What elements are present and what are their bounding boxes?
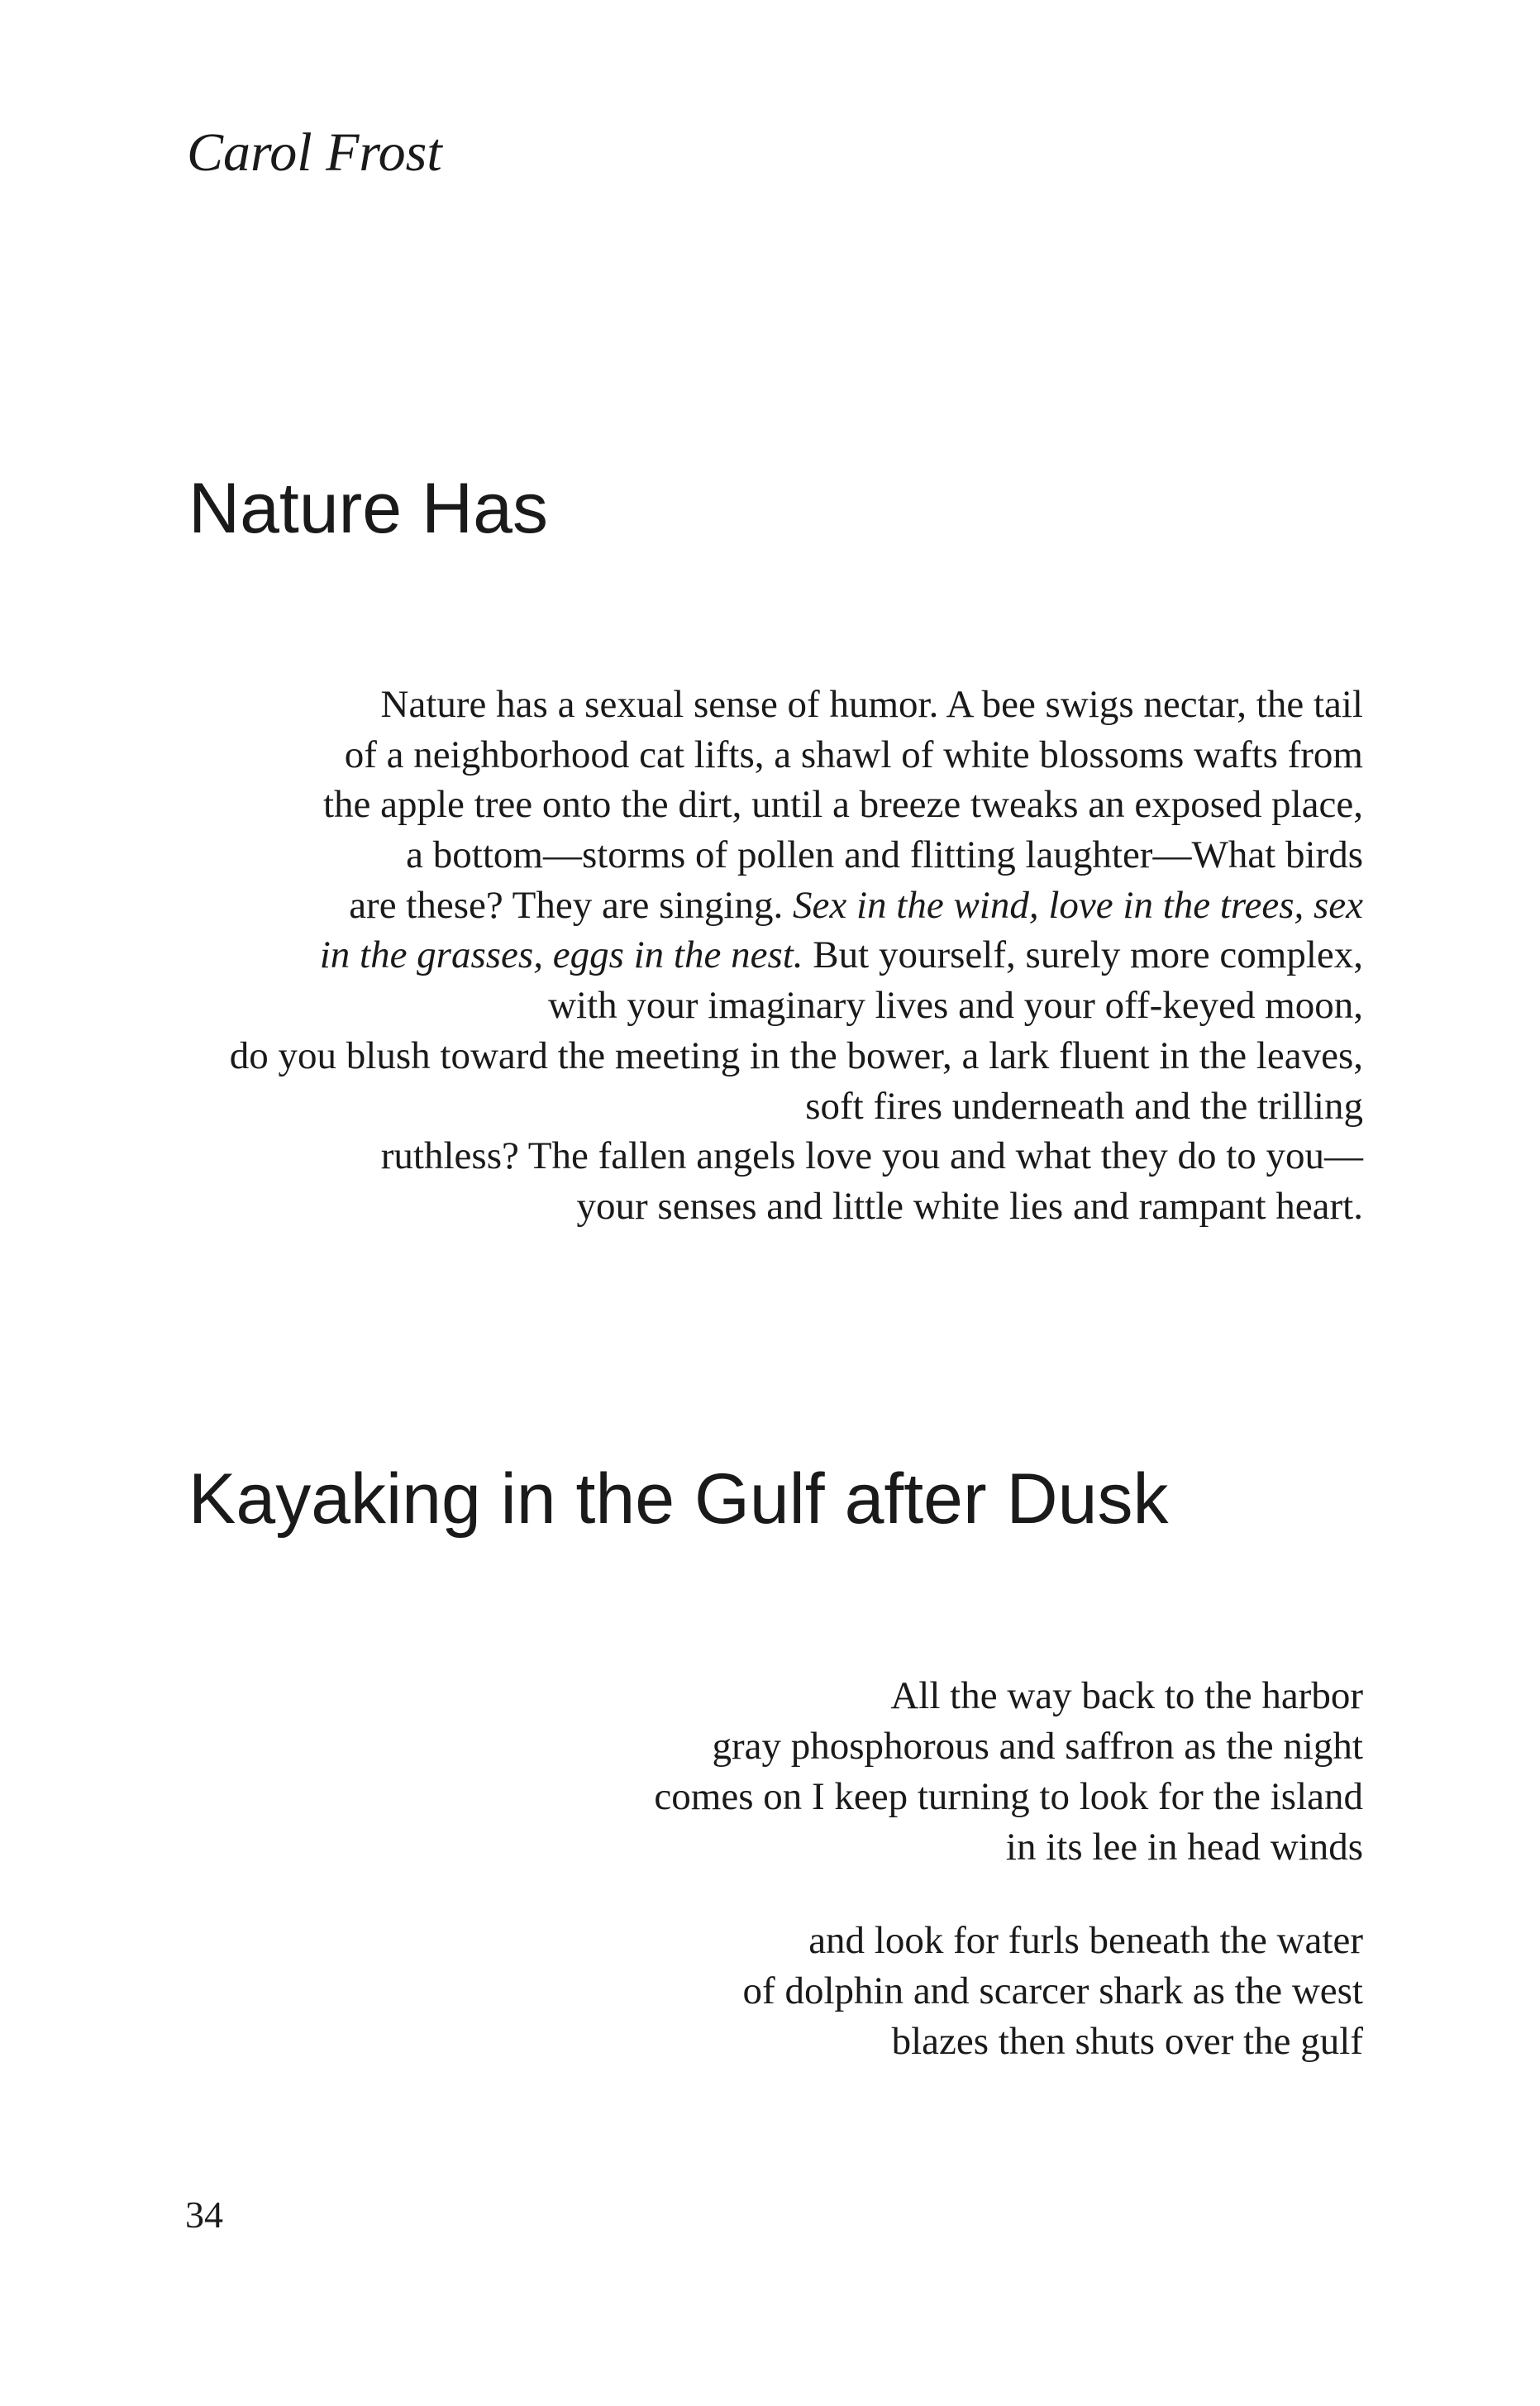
- line-text: a bottom—storms of pollen and flitting laughter—What birds: [406, 833, 1363, 877]
- poem-line: [230, 780, 1363, 830]
- stanza: [654, 1916, 1363, 2067]
- poem-line: [230, 1081, 1363, 1132]
- line-text: are these? They are singing.: [349, 883, 793, 927]
- poem-line: [230, 1182, 1363, 1232]
- poem-line: of dolphin and scarcer shark as the west: [742, 1969, 1363, 2012]
- poem-line: [230, 1031, 1363, 1081]
- poem-line: [230, 730, 1363, 781]
- line-text: ruthless? The fallen angels love you and what they do to you—: [380, 1134, 1363, 1178]
- poem-nature-has-body: [230, 680, 1363, 1232]
- poem-line: in its lee in head winds: [1005, 1826, 1363, 1869]
- poem-line: All the way back to the harbor: [890, 1674, 1363, 1717]
- line-text: do you blush toward the meeting in the bower, a lark fluent in the leaves,: [229, 1034, 1363, 1077]
- poem-title-kayaking: Kayaking in the Gulf after Dusk: [188, 1459, 1169, 1539]
- stanza: [654, 1671, 1363, 1873]
- poem-line: [230, 1131, 1363, 1182]
- page-number: 34: [185, 2194, 223, 2236]
- poem-line: [230, 680, 1363, 730]
- poem-line: [230, 930, 1363, 981]
- line-text: of a neighborhood cat lifts, a shawl of white blossoms wafts from: [344, 733, 1363, 776]
- poem-kayaking-body: [654, 1671, 1363, 2067]
- line-text: with your imaginary lives and your off-keyed moon,: [548, 984, 1363, 1028]
- poem-line: [230, 981, 1363, 1031]
- running-header-author: Carol Frost: [187, 122, 442, 183]
- italic-text: in the grasses, eggs in the nest.: [319, 933, 803, 977]
- poem-line: comes on I keep turning to look for the island: [654, 1775, 1363, 1818]
- poem-title-nature-has: Nature Has: [188, 469, 548, 548]
- line-text: soft fires underneath and the trilling: [805, 1084, 1363, 1128]
- poem-line: and look for furls beneath the water: [808, 1919, 1363, 1962]
- poem-line: blazes then shuts over the gulf: [891, 2020, 1363, 2063]
- poem-line: [230, 881, 1363, 931]
- poem-line: [230, 830, 1363, 881]
- line-text: But yourself, surely more complex,: [803, 933, 1363, 977]
- line-text: your senses and little white lies and rampant heart.: [576, 1184, 1363, 1228]
- italic-text: Sex in the wind, love in the trees, sex: [793, 883, 1363, 927]
- poem-line: gray phosphorous and saffron as the night: [712, 1725, 1363, 1768]
- line-text: the apple tree onto the dirt, until a breeze tweaks an exposed place,: [322, 783, 1363, 827]
- line-text: Nature has a sexual sense of humor. A bee swigs nectar, the tail: [380, 683, 1363, 726]
